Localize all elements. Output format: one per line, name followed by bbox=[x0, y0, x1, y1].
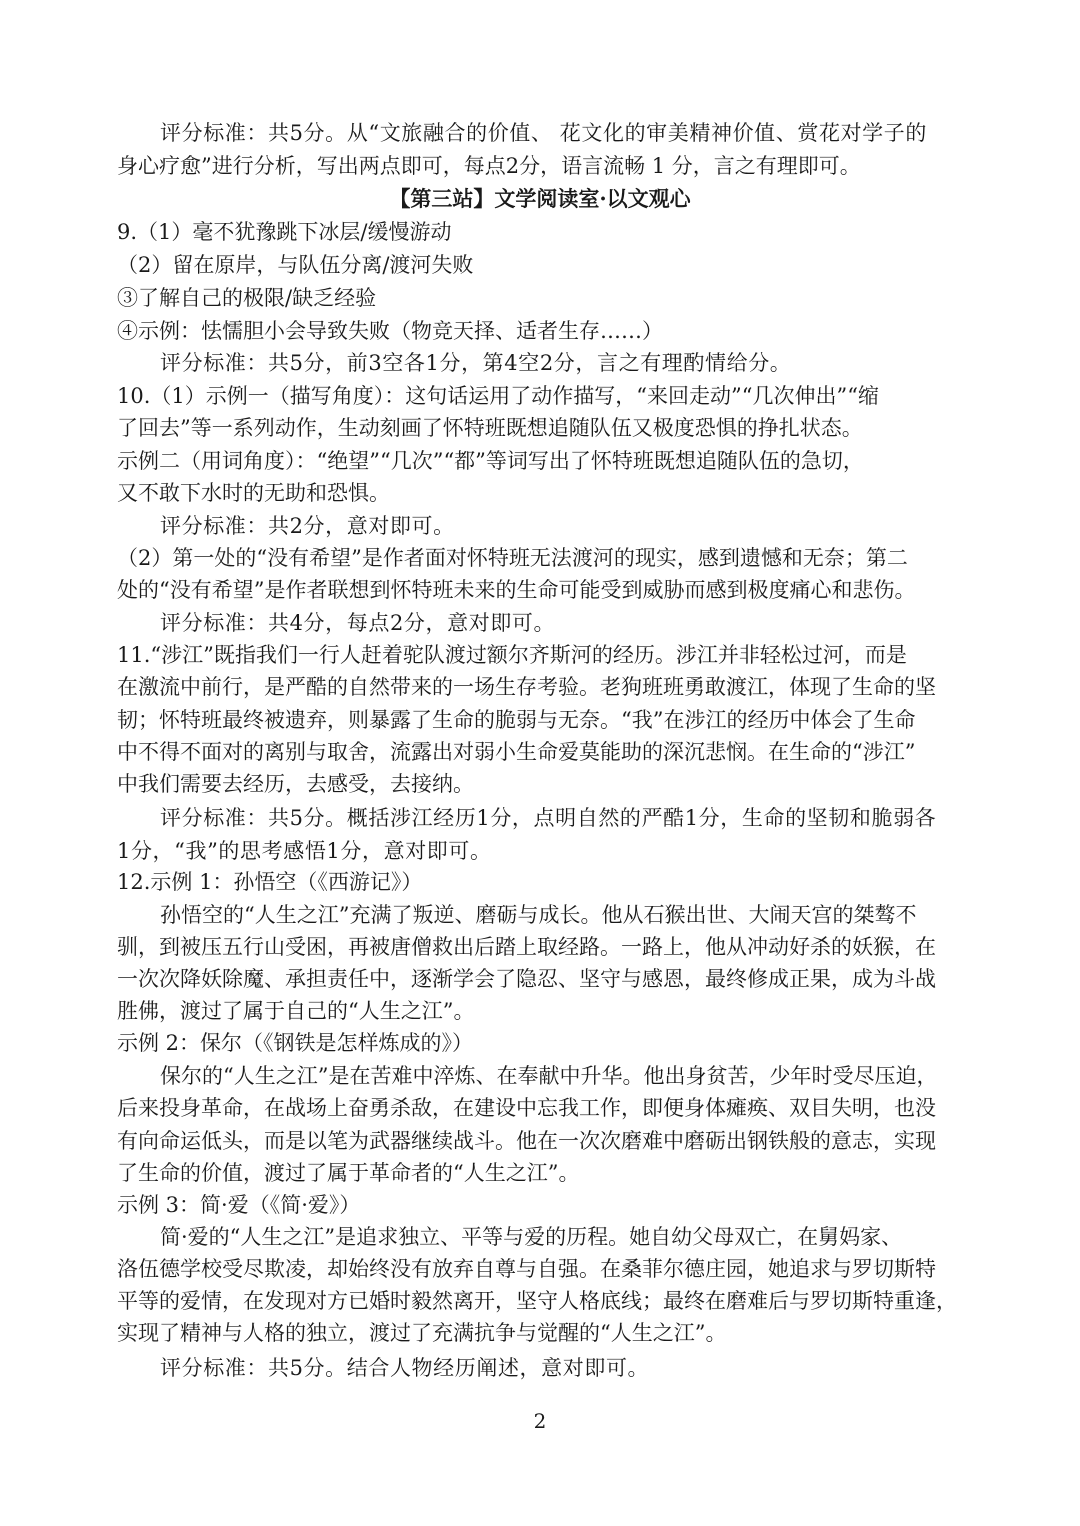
scoring-criteria: 评分标准：共5分，前3空各1分，第4空2分，言之有理酌情给分。 bbox=[160, 351, 792, 375]
text-line: 示例 2：保尔（《钢铁是怎样炼成的》） bbox=[117, 1031, 474, 1055]
page-number: 2 bbox=[533, 1409, 547, 1433]
text-line: 了生命的价值，渡过了属于革命者的“人生之江”。 bbox=[117, 1161, 580, 1185]
text-line: 中我们需要去经历，去感受，去接纳。 bbox=[117, 772, 474, 796]
text-line: 11.“涉江”既指我们一行人赶着驼队渡过额尔齐斯河的经历。涉江并非轻松过河，而是 bbox=[117, 643, 907, 667]
section-heading: 【第三站】文学阅读室·以文观心 bbox=[389, 186, 691, 211]
text-line: 在激流中前行，是严酷的自然带来的一场生存考验。老狗班班勇敢渡江，体现了生命的坚 bbox=[117, 675, 936, 699]
text-line: 示例二（用词角度）：“绝望”“几次”“都”等词写出了怀特班既想追随队伍的急切， bbox=[117, 449, 864, 473]
text-line: 10.（1）示例一（描写角度）：这句话运用了动作描写，“来回走动”“几次伸出”“缩 bbox=[117, 384, 879, 408]
scoring-criteria: 评分标准：共5分。概括涉江经历1分，点明自然的严酷1分，生命的坚韧和脆弱各 bbox=[160, 806, 937, 830]
text-line: ③了解自己的极限/缺乏经验 bbox=[117, 286, 377, 310]
text-line: 简·爱的“人生之江”是追求独立、平等与爱的历程。她自幼父母双亡，在舅妈家、 bbox=[160, 1225, 903, 1249]
text-line: 韧；怀特班最终被遗弃，则暴露了生命的脆弱与无奈。“我”在涉江的经历中体会了生命 bbox=[117, 708, 916, 732]
text-line: 实现了精神与人格的独立，渡过了充满抗争与觉醒的“人生之江”。 bbox=[117, 1321, 727, 1345]
text-line: 又不敢下水时的无助和恐惧。 bbox=[117, 481, 390, 505]
text-line: 后来投身革命，在战场上奋勇杀敌，在建设中忘我工作，即便身体瘫痪、双目失明，也没 bbox=[117, 1096, 936, 1120]
text-line: 中不得不面对的离别与取舍，流露出对弱小生命爱莫能助的深沉悲悯。在生命的“涉江” bbox=[117, 740, 916, 764]
text-line: 评分标准：共5分。从“文旅融合的价值、 花文化的审美精神价值、赏花对学子的 bbox=[160, 121, 927, 145]
scoring-criteria: 评分标准：共4分，每点2分，意对即可。 bbox=[160, 611, 556, 635]
text-line: 1分，“我”的思考感悟1分，意对即可。 bbox=[117, 839, 492, 863]
text-line: 保尔的“人生之江”是在苦难中淬炼、在奉献中升华。他出身贫苦，少年时受尽压迫， bbox=[160, 1064, 938, 1088]
scoring-criteria: 评分标准：共5分。结合人物经历阐述，意对即可。 bbox=[160, 1356, 650, 1380]
text-line: 有向命运低头，而是以笔为武器继续战斗。他在一次次磨难中磨砺出钢铁般的意志，实现 bbox=[117, 1129, 936, 1153]
text-line: 示例 3：简·爱（《简·爱》） bbox=[117, 1193, 361, 1217]
text-line: （2）留在原岸，与队伍分离/渡河失败 bbox=[117, 253, 474, 277]
text-line: 处的“没有希望”是作者联想到怀特班未来的生命可能受到威胁而感到极度痛心和悲伤。 bbox=[117, 578, 916, 602]
text-line: 平等的爱情，在发现对方已婚时毅然离开，坚守人格底线；最终在磨难后与罗切斯特重逢， bbox=[117, 1289, 957, 1313]
text-line: 孙悟空的“人生之江”充满了叛逆、磨砺与成长。他从石猴出世、大闹天宫的桀骜不 bbox=[160, 903, 917, 927]
text-line: ④示例：怯懦胆小会导致失败（物竞天择、适者生存……） bbox=[117, 319, 663, 343]
scoring-criteria: 评分标准：共2分，意对即可。 bbox=[160, 514, 455, 538]
text-line: （2）第一处的“没有希望”是作者面对怀特班无法渡河的现实，感到遗憾和无奈；第二 bbox=[117, 546, 908, 570]
text-line: 了回去”等一系列动作，生动刻画了怀特班既想追随队伍又极度恐惧的挣扎状态。 bbox=[117, 416, 863, 440]
text-line: 一次次降妖除魔、承担责任中，逐渐学会了隐忍、坚守与感恩，最终修成正果，成为斗战 bbox=[117, 967, 936, 991]
text-line: 9.（1）毫不犹豫跳下冰层/缓慢游动 bbox=[117, 220, 452, 244]
text-line: 驯，到被压五行山受困，再被唐僧救出后踏上取经路。一路上，他从冲动好杀的妖猴，在 bbox=[117, 935, 936, 959]
text-line: 洛伍德学校受尽欺凌，却始终没有放弃自尊与自强。在桑菲尔德庄园，她追求与罗切斯特 bbox=[117, 1257, 936, 1281]
text-line: 12.示例 1：孙悟空（《西游记》） bbox=[117, 870, 423, 894]
text-line: 胜佛，渡过了属于自己的“人生之江”。 bbox=[117, 999, 475, 1023]
text-line: 身心疗愈”进行分析，写出两点即可，每点2分，语言流畅 1 分，言之有理即可。 bbox=[117, 154, 861, 178]
